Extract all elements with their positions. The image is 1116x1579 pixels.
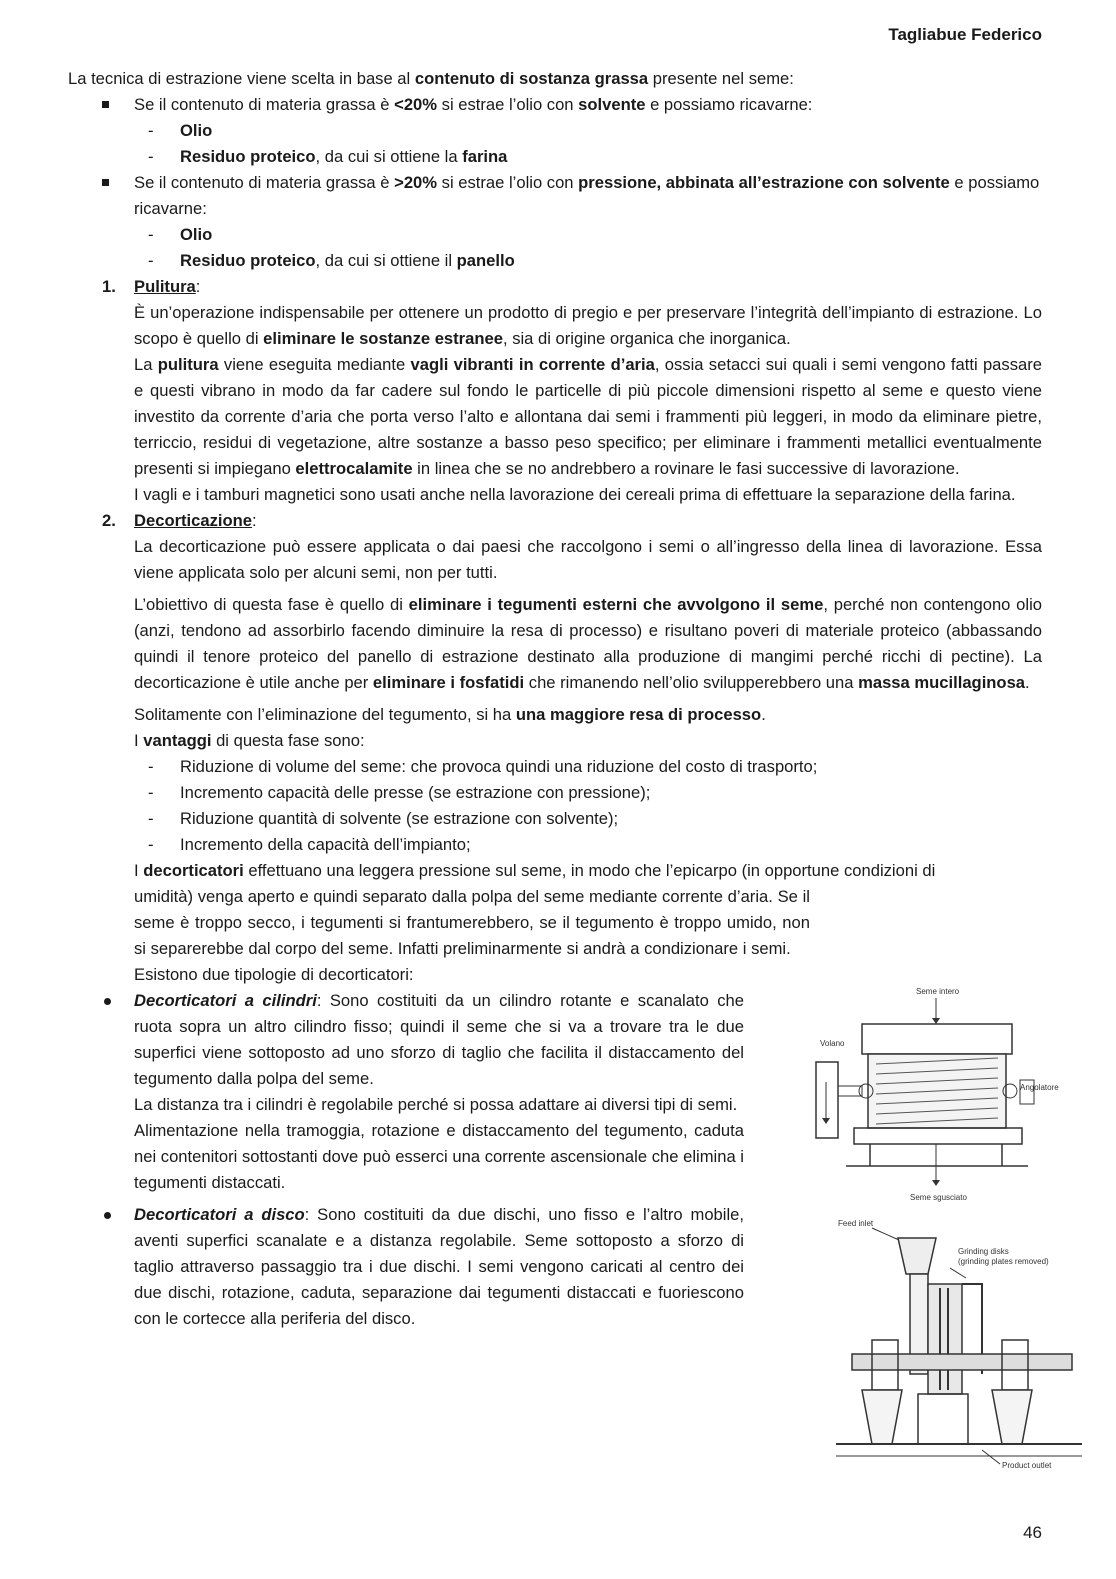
figure-label-right: Angolatore: [1020, 1083, 1059, 1092]
list-item: - Incremento della capacità dell’impianto;: [148, 832, 1042, 858]
figure-label-bottom: Seme sgusciato: [910, 1193, 967, 1202]
list-item: Decorticatori a cilindri: Sono costituiti da un cilindro rotante e scanalato che ruota sopra un altro cilindro fisso; quindi il seme che si va a trovare tra le due superfici viene sottoposto ad uno sforzo di taglio che facilita il distaccamento del tegumento dalla polpa del seme. La distanza tra i cilindri è regolabile perché si possa adattare ai diversi tipi di semi. Alimentazione nella tramoggia, rotazione e distaccamento del tegumento, caduta nei contenitori sottostanti dove può esserci una corrente ascensionale che elimina i tegumenti distaccati.: [134, 988, 744, 1196]
figure-label-feed: Feed inlet: [838, 1219, 874, 1228]
cylinder-decorticator-diagram: [806, 984, 1062, 1206]
list-item: Decorticatori a disco: Sono costituiti da due dischi, uno fisso e l’altro mobile, aventi superfici scanalate e a distanza regolabile. Seme sottoposto a sforzo di taglio attraverso passaggio tra i due dischi. I semi vengono caricati al centro dei due dischi, rotazione, caduta, separazione dai tegumenti distaccati e fuoriescono con le cortecce alla periferia del disco.: [134, 1202, 744, 1332]
advantages-list: [68, 754, 1042, 858]
list-item: - Olio: [148, 222, 1042, 248]
intro-paragraph: La tecnica di estrazione viene scelta in base al contenuto di sostanza grassa presente nel seme:: [68, 69, 794, 88]
paragraph: L’obiettivo di questa fase è quello di eliminare i tegumenti esterni che avvolgono il seme, perché non contengono olio (anzi, tendono ad assorbirlo facendo diminuire la resa di processo) e risultano poveri di materiale proteico (abbassando quindi il tenore proteico del panello di estrazione destinato alla produzione di mangimi perché ricchi di pectine). La decorticazione è utile anche per eliminare i fosfatidi che rimanendo nell’olio svilupperebbero una massa mucillaginosa.: [134, 595, 1042, 692]
products-list-under-20: [68, 118, 1042, 170]
paragraph: I vantaggi di questa fase sono:: [134, 731, 365, 750]
disc-decorticator-diagram: [832, 1214, 1088, 1480]
paragraph: I decorticatori effettuano una leggera pressione sul seme, in modo che l’epicarpo (in opportune condizioni di: [134, 861, 936, 880]
extraction-bullet-list-2: [68, 170, 1042, 222]
list-item: - Incremento capacità delle presse (se estrazione con pressione);: [148, 780, 1042, 806]
paragraph: Solitamente con l’eliminazione del tegumento, si ha una maggiore resa di processo.: [134, 705, 766, 724]
list-item: - Residuo proteico, da cui si ottiene la farina: [148, 144, 1042, 170]
figure-label-disks: Grinding disks: [958, 1247, 1009, 1256]
section-number: 2.: [102, 511, 116, 530]
list-item: - Riduzione di volume del seme: che provoca quindi una riduzione del costo di trasporto;: [148, 754, 1042, 780]
page-header-author: Tagliabue Federico: [888, 25, 1042, 44]
paragraph: La pulitura viene eseguita mediante vagli vibranti in corrente d’aria, ossia setacci sui quali i semi vengono fatti passare e questi vibrano in modo da far cadere sul fondo le particelle di più piccole dimensioni rispetto al seme e questo viene investito da corrente d’aria che porta verso l’alto e allontana dai semi i frammenti più leggeri, in modo da eliminare pietre, terriccio, residui di vegetazione, altre sostanze a basso peso specifico; per eliminare i frammenti metallici eventualmente presenti si impiegano elettrocalamite in linea che se no andrebbero a rovinare le fasi successive di lavorazione.: [134, 355, 1042, 478]
cylinder-decorticator-figure: [806, 984, 1062, 1206]
figure-label-left: Volano: [820, 1039, 845, 1048]
bullet-under-20: Se il contenuto di materia grassa è <20% si estrae l’olio con solvente e possiamo ricavarne:: [68, 92, 1042, 118]
figure-label-outlet: Product outlet: [1002, 1461, 1052, 1470]
paragraph: È un’operazione indispensabile per ottenere un prodotto di pregio e per preservare l’integrità dell’impianto di estrazione. Lo scopo è quello di eliminare le sostanze estranee, sia di origine organica che inorganica.: [134, 303, 1042, 348]
list-item: - Riduzione quantità di solvente (se estrazione con solvente);: [148, 806, 1042, 832]
bullet-over-20: Se il contenuto di materia grassa è >20% si estrae l’olio con pressione, abbinata all’estrazione con solvente e possiamo ricavarne:: [68, 170, 1042, 222]
section-title: Decorticazione: [134, 511, 253, 530]
list-item: - Residuo proteico, da cui si ottiene il panello: [148, 248, 1042, 274]
section-title: Pulitura: [134, 277, 196, 296]
paragraph: I vagli e i tamburi magnetici sono usati anche nella lavorazione dei cereali prima di effettuare la separazione della farina.: [134, 485, 1016, 504]
section-pulitura: 1. Pulitura: È un’operazione indispensabile per ottenere un prodotto di pregio e per preservare l’integrità dell’impianto di estrazione. Lo scopo è quello di eliminare le sostanze estranee, sia di origine organica che inorganica. La pulitura viene eseguita mediante vagli vibranti in corrente d’aria, ossia setacci sui quali i semi vengono fatti passare e questi vibrano in modo da far cadere sul fondo le particelle di più piccole dimensioni rispetto al seme e questo viene investito da corrente d’aria che porta verso l’alto e allontana dai semi i frammenti più leggeri, in modo da eliminare pietre, terriccio, residui di vegetazione, altre sostanze a basso peso specifico; per eliminare i frammenti metallici eventualmente presenti si impiegano elettrocalamite in linea che se no andrebbero a rovinare le fasi successive di lavorazione. I vagli e i tamburi magnetici sono usati anche nella lavorazione dei cereali prima di effettuare la separazione della farina.: [68, 274, 1042, 508]
section-number: 1.: [102, 277, 116, 296]
list-item: - Olio: [148, 118, 1042, 144]
figure-label-top: Seme intero: [916, 987, 960, 996]
page-number: 46: [1023, 1523, 1042, 1542]
paragraph: umidità) venga aperto e quindi separato dalla polpa del seme mediante corrente d’aria. Se il seme è troppo secco, i tegumenti si frantumerebbero, se il tegumento è troppo umido, non si separerebbe dal corpo del seme. Infatti preliminarmente si andrà a condizionare i semi.: [134, 887, 810, 958]
section-decorticazione-cont: [68, 858, 1042, 988]
section-decorticazione: 2. Decorticazione: La decorticazione può essere applicata o dai paesi che raccolgono i semi o all’ingresso della linea di lavorazione. Essa viene applicata solo per alcuni semi, non per tutti. L’obiettivo di questa fase è quello di eliminare i tegumenti esterni che avvolgono il seme, perché non contengono olio (anzi, tendono ad assorbirlo facendo diminuire la resa di processo) e risultano poveri di materiale proteico (abbassando quindi il tenore proteico del panello di estrazione destinato alla produzione di mangimi perché ricchi di pectine). La decorticazione è utile anche per eliminare i fosfatidi che rimanendo nell’olio svilupperebbero una massa mucillaginosa. Solitamente con l’eliminazione del tegumento, si ha una maggiore resa di processo. I vantaggi di questa fase sono:: [68, 508, 1042, 754]
products-list-over-20: [68, 222, 1042, 274]
disc-decorticator-figure: [832, 1214, 1088, 1480]
figure-label-disks2: (grinding plates removed): [958, 1257, 1049, 1266]
extraction-bullet-list: [68, 92, 1042, 118]
paragraph: Esistono due tipologie di decorticatori:: [134, 965, 414, 984]
paragraph: La decorticazione può essere applicata o dai paesi che raccolgono i semi o all’ingresso della linea di lavorazione. Essa viene applicata solo per alcuni semi, non per tutti.: [134, 537, 1042, 582]
